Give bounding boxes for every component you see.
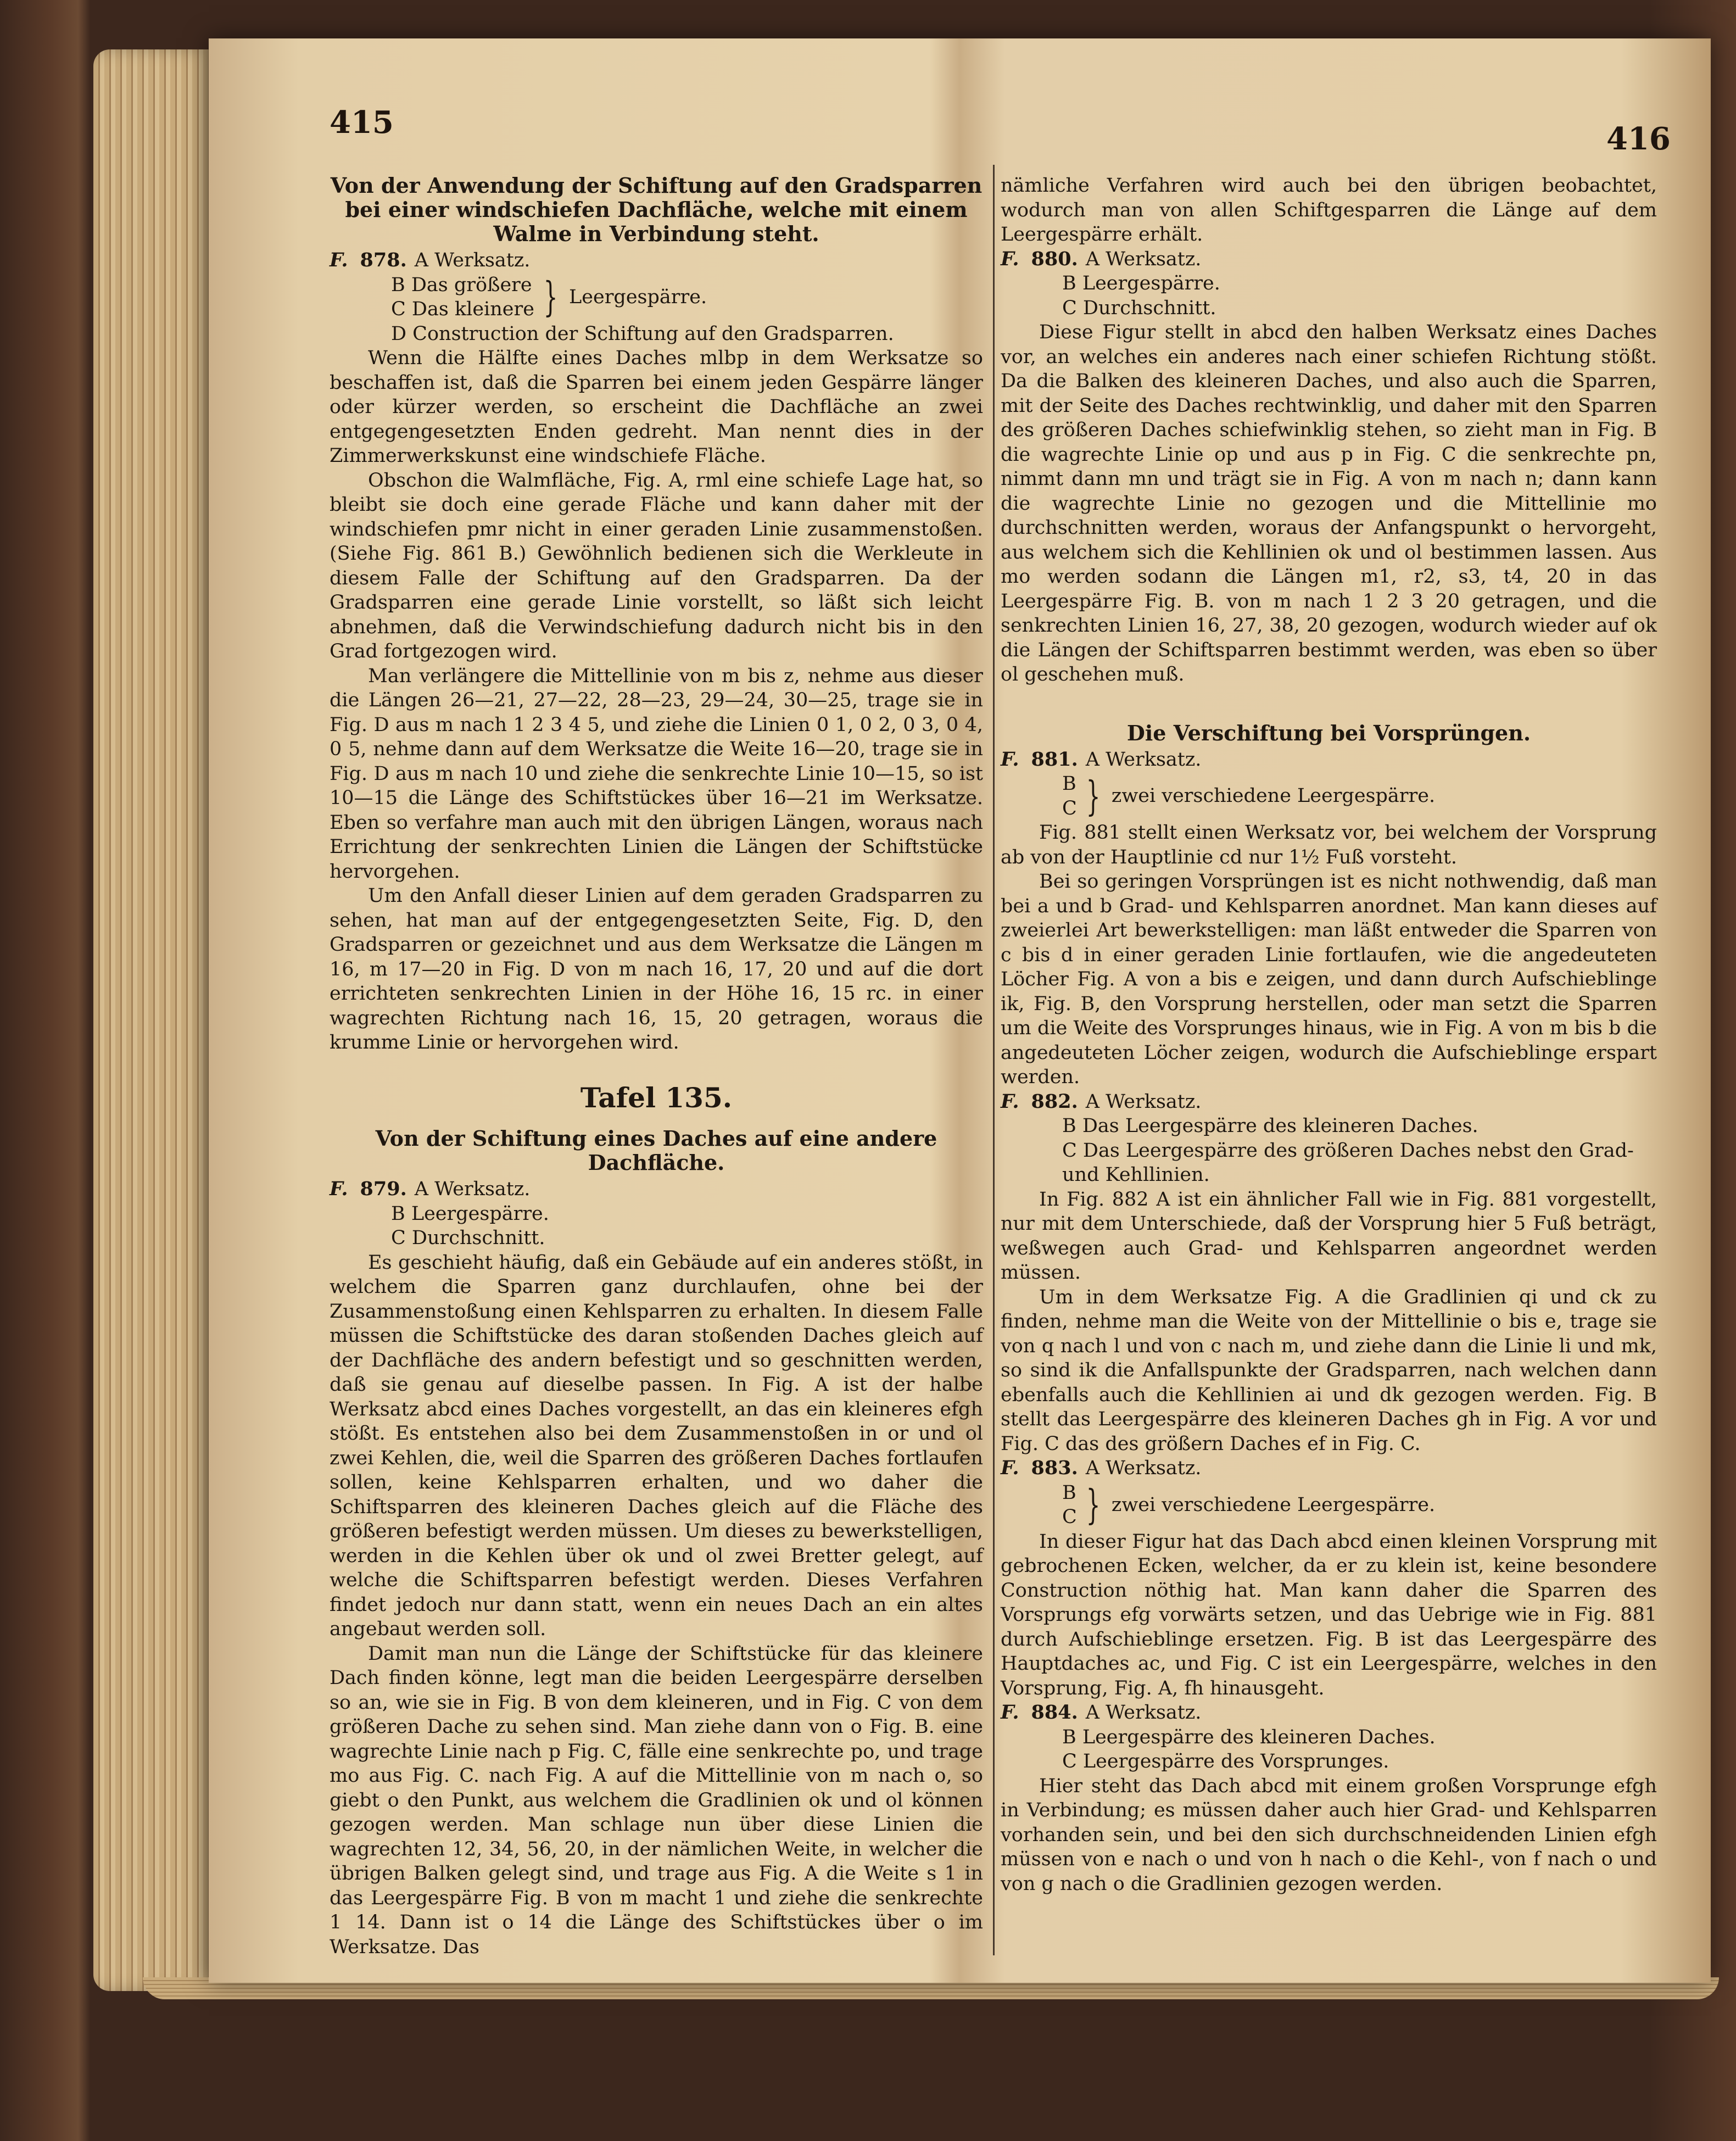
figure-item: B Das Leergespärre des kleineren Daches. bbox=[1062, 1115, 1478, 1137]
paragraph: Damit man nun die Länge der Schiftstücke für das kleinere Dach finden könne, legt man die beiden Leergespärre derselben so an, wie sie in Fig. B von dem kleineren, und in Fig. C von dem größeren Dache zu sehen sind. Man ziehe dann von o Fig. B. eine wagrechte Linie nach p Fig. C, fälle eine senkrechte po, und trage mo aus Fig. C. nach Fig. A auf die Mittellinie von m nach o, so giebt o den Punkt, aus welchem die Gradlinien ok und ol können gezogen werden. Man schlage nun über diese Linien die wagrechten 12, 34, 56, 20, in der nämlichen Weite, in welcher die übrigen Balken gelegt sind, und trage aus Fig. A die Weite s 1 in das Leergespärre Fig. B von m macht 1 und ziehe die senkrechte 1 14. Dann ist o 14 die Länge des Schiftstückes über o im Werksatze. Das bbox=[330, 1642, 983, 1958]
figure-ref: F. bbox=[330, 249, 348, 271]
figure-label bbox=[1001, 748, 1657, 772]
brace-icon: } bbox=[1086, 772, 1101, 820]
page-edges bbox=[93, 49, 217, 1991]
paragraph: In dieser Figur hat das Dach abcd einen kleinen Vorsprung mit gebrochenen Ecken, welcher, da er zu klein ist, keine besondere Construction nöthig hat. Man kann daher die Sparren des Vorsprungs efg vorwärts setzen, und das Uebrige wie in Fig. 881 durch Aufschieblinge ersetzen. Fig. B ist das Leergespärre des Hauptdaches ac, und Fig. C ist ein Leergespärre, welches in den Vorsprung, Fig. A, fh hinausgeht. bbox=[1001, 1530, 1657, 1699]
section-heading: Von der Schiftung eines Daches auf eine andere Dachfläche. bbox=[375, 1126, 937, 1175]
figure-number: 880. bbox=[1031, 247, 1078, 270]
figure-number: 882. bbox=[1031, 1090, 1078, 1113]
paragraph: Fig. 881 stellt einen Werksatz vor, bei welchem der Vorsprung ab von der Hauptlinie cd nur 1½ Fuß vorsteht. bbox=[1001, 822, 1657, 868]
paragraph: Um den Anfall dieser Linien auf dem geraden Gradsparren zu sehen, hat man auf der entgegengesetzten Seite, Fig. D, den Gradsparren or gezeichnet und aus dem Werksatze die Längen m 16, m 17—20 in Fig. D von m nach 16, 17, 20 und auf die dort errichteten senkrechten Linien in der Höhe 16, 15 rc. in einer wagrechten Richtung nach 16, 15, 20 getragen, woraus die krumme Linie or hervorgehen wird. bbox=[330, 885, 983, 1053]
paragraph: Um in dem Werksatze Fig. A die Gradlinien qi und ck zu finden, nehme man die Weite von der Mittellinie o bis e, trage sie von q nach l und von c nach m, und ziehe dann die Linie li und mk, so sind ik die Anfallspunkte der Gradsparren, nach welchen dann ebenfalls auch die Kehllinien ai und dk gezogen werden. Fig. B stellt das Leergespärre des kleineren Daches gh in Fig. A vor und Fig. C das des größern Daches ef in Fig. C. bbox=[1001, 1286, 1657, 1455]
figure-label bbox=[1001, 1700, 1657, 1725]
figure-ref: F. bbox=[1001, 1701, 1019, 1724]
page-number-right: 416 bbox=[1606, 121, 1671, 157]
figure-number: 883. bbox=[1031, 1457, 1078, 1479]
figure-ref: F. bbox=[330, 1178, 348, 1200]
figure-label bbox=[1001, 1090, 1657, 1114]
figure-number: 878. bbox=[360, 249, 407, 271]
paragraph: Es geschieht häufig, daß ein Gebäude auf ein anderes stößt, in welchem die Sparren ganz durchlaufen, ohne bei der Zusammenstoßung einen Kehlsparren zu erhalten. In diesem Falle müssen die Schiftstücke des daran stoßenden Daches gleich auf der Dachfläche des andern befestigt und so geschnitten werden, daß sie genau auf dieselbe passen. In Fig. A ist der halbe Werksatz abcd eines Daches vorgestellt, an das ein kleineres efgh stößt. Es entstehen also bei dem Zusammenstoßen in or und ol zwei Kehlen, die, weil die Sparren des größeren Daches fortlaufen sollen, keine Kehlsparren erhalten, und wo daher die Schiftsparren des kleineren Daches gleich auf die Fläche des größeren befestigt werden müssen. Um dieses zu bewerkstelligen, werden in die Kehlen über ok und ol zwei Bretter gelegt, auf welche die Schiftsparren befestigt werden. Dieses Verfahren findet jedoch nur dann statt, wenn ein neues Dach an ein altes angebaut werden soll. bbox=[330, 1251, 983, 1640]
figure-ref: F. bbox=[1001, 1090, 1019, 1113]
right-page-text bbox=[1001, 174, 1657, 1896]
brace-label: zwei verschiedene Leergespärre. bbox=[1111, 1493, 1436, 1516]
figure-item: A Werksatz. bbox=[1085, 1702, 1202, 1724]
paragraph: Diese Figur stellt in abcd den halben Werksatz eines Daches vor, an welches ein anderes nach einer schiefen Richtung stößt. Da die Balken des kleineren Daches, und also auch die Sparren, mit der Seite des Daches rechtwinklig, und daher mit den Sparren des größeren Daches schiefwinklig stehen, so zieht man in Fig. B die wagrechte Linie op und aus p in Fig. C die senkrechte pn, nimmt dann mn und trägt sie in Fig. A von m nach n; dann kann die wagrechte Linie no gezogen und die Mittellinie mo durchschnitten werden, woraus der Anfangspunkt o hervorgeht, aus welchem sich die Kehllinien ok und ol bestimmen lassen. Aus mo werden sodann die Längen m1, r2, s3, t4, 20 in das Leergespärre Fig. B. von m nach 1 2 3 20 getragen, und die senkrechten Linien 16, 27, 38, 20 gezogen, wodurch wieder auf ok die Längen der Schiftsparren bestimmt werden, was eben so über ol geschehen muß. bbox=[1001, 321, 1657, 685]
figure-item: A Werksatz. bbox=[414, 249, 531, 271]
figure-item: B Leergespärre des kleineren Daches. bbox=[1062, 1726, 1436, 1748]
figure-item: B Leergespärre. bbox=[1062, 272, 1220, 294]
page-number-left: 415 bbox=[330, 104, 394, 141]
figure-item: A Werksatz. bbox=[1085, 1090, 1202, 1113]
brace-item: B bbox=[1062, 773, 1076, 795]
figure-item: A Werksatz. bbox=[1085, 748, 1202, 771]
figure-item: B Leergespärre. bbox=[391, 1202, 549, 1225]
brace-group bbox=[1062, 1481, 1657, 1530]
paragraph: Wenn die Hälfte eines Daches mlbp in dem Werksatze so beschaffen ist, daß die Sparren bei einem jeden Gespärre länger oder kürzer werden, so erscheint die Dachfläche an zwei entgegengesetzten Enden gedreht. Man nennt dies in der Zimmerwerkskunst eine windschiefe Fläche. bbox=[330, 347, 983, 467]
brace-item: C bbox=[1062, 797, 1077, 819]
figure-label bbox=[330, 248, 983, 273]
paragraph-continuation: nämliche Verfahren wird auch bei den übrigen beobachtet, wodurch man von allen Schiftgesparren die Länge auf dem Leergespärre erhält. bbox=[1001, 175, 1657, 246]
section-heading: Die Verschiftung bei Vorsprüngen. bbox=[1126, 720, 1531, 745]
column-divider bbox=[993, 165, 995, 1955]
figure-item: A Werksatz. bbox=[414, 1178, 531, 1200]
left-page-text bbox=[330, 174, 983, 1959]
brace-item: C Das kleinere bbox=[391, 298, 534, 320]
figure-label bbox=[1001, 247, 1657, 272]
figure-number: 884. bbox=[1031, 1701, 1078, 1724]
paragraph: In Fig. 882 A ist ein ähnlicher Fall wie in Fig. 881 vorgestellt, nur mit dem Unterschiede, daß der Vorsprung hier 5 Fuß beträgt, weßwegen auch Grad- und Kehlsparren angeordnet werden müssen. bbox=[1001, 1188, 1657, 1284]
figure-label bbox=[1001, 1456, 1657, 1481]
figure-ref: F. bbox=[1001, 247, 1019, 270]
figure-number: 881. bbox=[1031, 748, 1078, 771]
figure-ref: F. bbox=[1001, 1457, 1019, 1479]
figure-item: D Construction der Schiftung auf den Gradsparren. bbox=[391, 322, 894, 345]
plate-heading: Tafel 135. bbox=[580, 1081, 733, 1114]
brace-group bbox=[1062, 772, 1657, 821]
figure-item: C Durchschnitt. bbox=[391, 1227, 545, 1249]
brace-icon: } bbox=[1086, 1481, 1101, 1529]
figure-ref: F. bbox=[1001, 748, 1019, 771]
paragraph: Obschon die Walmfläche, Fig. A, rml eine schiefe Lage hat, so bleibt sie doch eine gerade Fläche und kann daher mit der windschiefen pmr nicht in einer geraden Linie zusammenstoßen. (Siehe Fig. 861 B.) Gewöhnlich bedienen sich die Werkleute in diesem Falle der Schiftung auf den Gradsparren. Da der Gradsparren eine gerade Linie vorstellt, so läßt sich leicht abnehmen, daß die Verwindschiefung dadurch nicht bis in den Grad fortgezogen wird. bbox=[330, 469, 983, 662]
paragraph: Hier steht das Dach abcd mit einem großen Vorsprunge efgh in Verbindung; es müssen daher auch hier Grad- und Kehlsparren vorhanden sein, und bei den sich durchschneidenden Linien efgh müssen von e nach o und von h nach o die Kehl-, von f nach o und von g nach o die Gradlinien gezogen werden. bbox=[1001, 1775, 1657, 1895]
figure-item: A Werksatz. bbox=[1085, 1457, 1202, 1479]
brace-item: B Das größere bbox=[391, 274, 532, 296]
brace-icon: } bbox=[543, 274, 558, 321]
figure-item: C Leergespärre des Vorsprunges. bbox=[1062, 1750, 1389, 1772]
paragraph: Man verlängere die Mittellinie von m bis z, nehme aus dieser die Längen 26—21, 27—22, 28—23, 29—24, 30—25, trage sie in Fig. D aus m nach 1 2 3 4 5, und ziehe die Linien 0 1, 0 2, 0 3, 0 4, 0 5, nehme dann auf dem Werksatze die Weite 16—20, trage sie in Fig. D aus m nach 10 und ziehe die senkrechte Linie 10—15, so ist 10—15 die Länge des Schiftstückes über 16—21 im Werksatze. Eben so verfahre man auch mit den übrigen Längen, woraus nach Errichtung der senkrechten Linien die Längen der Schiftstücke hervorgehen. bbox=[330, 665, 983, 883]
brace-label: zwei verschiedene Leergespärre. bbox=[1111, 785, 1436, 807]
brace-item: C bbox=[1062, 1506, 1077, 1528]
paragraph: Bei so geringen Vorsprüngen ist es nicht nothwendig, daß man bei a und b Grad- und Kehlsparren anordnet. Man kann dieses auf zweierlei Art bewerkstelligen: man läßt entweder die Sparren von c bis d in einer geraden Linie fortlaufen, wie die angedeuteten Löcher Fig. A von a bis e zeigen, und dann durch Aufschieblinge ik, Fig. B, den Vorsprung herstellen, oder man setzt die Sparren um die Weite des Vorsprunges hinaus, wie in Fig. A von m bis b die angedeuteten Löcher zeigen, wodurch die Aufschieblinge erspart werden. bbox=[1001, 871, 1657, 1088]
brace-item: B bbox=[1062, 1481, 1076, 1504]
figure-label bbox=[330, 1177, 983, 1202]
brace-label: Leergespärre. bbox=[569, 286, 707, 308]
section-heading: Von der Anwendung der Schiftung auf den Gradsparren bei einer windschiefen Dachfläche, welche mit einem Walme in Verbindung steht. bbox=[330, 173, 983, 246]
figure-item: C Das Leergespärre des größeren Daches nebst den Grad- und Kehllinien. bbox=[1062, 1139, 1634, 1186]
figure-item: A Werksatz. bbox=[1085, 248, 1202, 270]
brace-group bbox=[391, 273, 983, 322]
figure-number: 879. bbox=[360, 1178, 407, 1200]
figure-item: C Durchschnitt. bbox=[1062, 297, 1216, 319]
